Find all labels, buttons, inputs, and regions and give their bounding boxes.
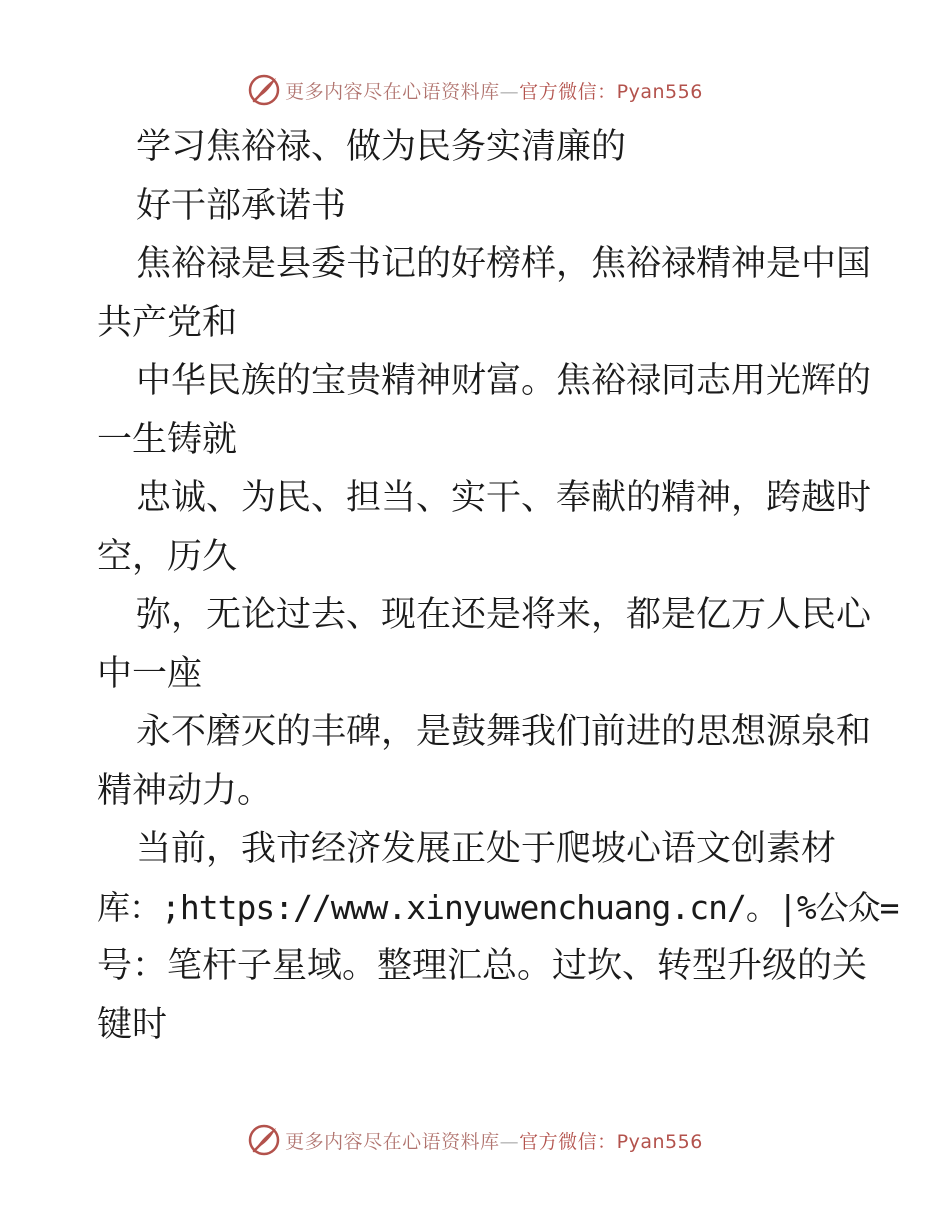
watermark-text	[285, 1127, 703, 1154]
watermark-text	[285, 77, 703, 104]
paragraph-line: 共产党和	[97, 302, 238, 343]
feather-pen-logo-icon	[247, 1123, 281, 1157]
watermark-contact-text: 官方微信：Pyan556	[519, 1130, 703, 1153]
paragraph-line-url: 库：;https://www.xinyuwenchuang.cn/。|%公众=	[97, 887, 899, 927]
paragraph-line: 焦裕禄是县委书记的好榜样，焦裕禄精神是中国	[136, 244, 872, 284]
watermark-dash: —	[499, 80, 520, 103]
paragraph-line: 一生铸就	[97, 419, 238, 460]
header-watermark-banner	[0, 70, 950, 110]
paragraph-line: 忠诚、为民、担当、实干、奉献的精神，跨越时	[136, 478, 872, 518]
paragraph-line: 号：笔杆子星域。整理汇总。过坎、转型升级的关	[97, 946, 868, 986]
document-body	[97, 118, 899, 1054]
paragraph-line: 弥，无论过去、现在还是将来，都是亿万人民心	[136, 595, 872, 635]
paragraph-line: 键时	[97, 1004, 168, 1045]
document-title-line-2: 好干部承诺书	[136, 185, 347, 226]
paragraph-line: 当前，我市经济发展正处于爬坡心语文创素材	[136, 829, 837, 869]
watermark-site-text: 更多内容尽在心语资料库	[285, 1130, 500, 1153]
watermark-dash: —	[499, 1130, 520, 1153]
paragraph-line: 空，历久	[97, 536, 238, 577]
document-title-line-1: 学习焦裕禄、做为民务实清廉的	[136, 127, 627, 167]
paragraph-line: 中华民族的宝贵精神财富。焦裕禄同志用光辉的	[136, 361, 872, 401]
feather-pen-logo-icon	[247, 73, 281, 107]
paragraph-line: 中一座	[97, 653, 203, 694]
footer-watermark-banner	[0, 1120, 950, 1160]
paragraph-line: 精神动力。	[97, 770, 273, 811]
watermark-contact-text: 官方微信：Pyan556	[519, 80, 703, 103]
watermark-site-text: 更多内容尽在心语资料库	[285, 80, 500, 103]
paragraph-line: 永不磨灭的丰碑，是鼓舞我们前进的思想源泉和	[136, 712, 872, 752]
